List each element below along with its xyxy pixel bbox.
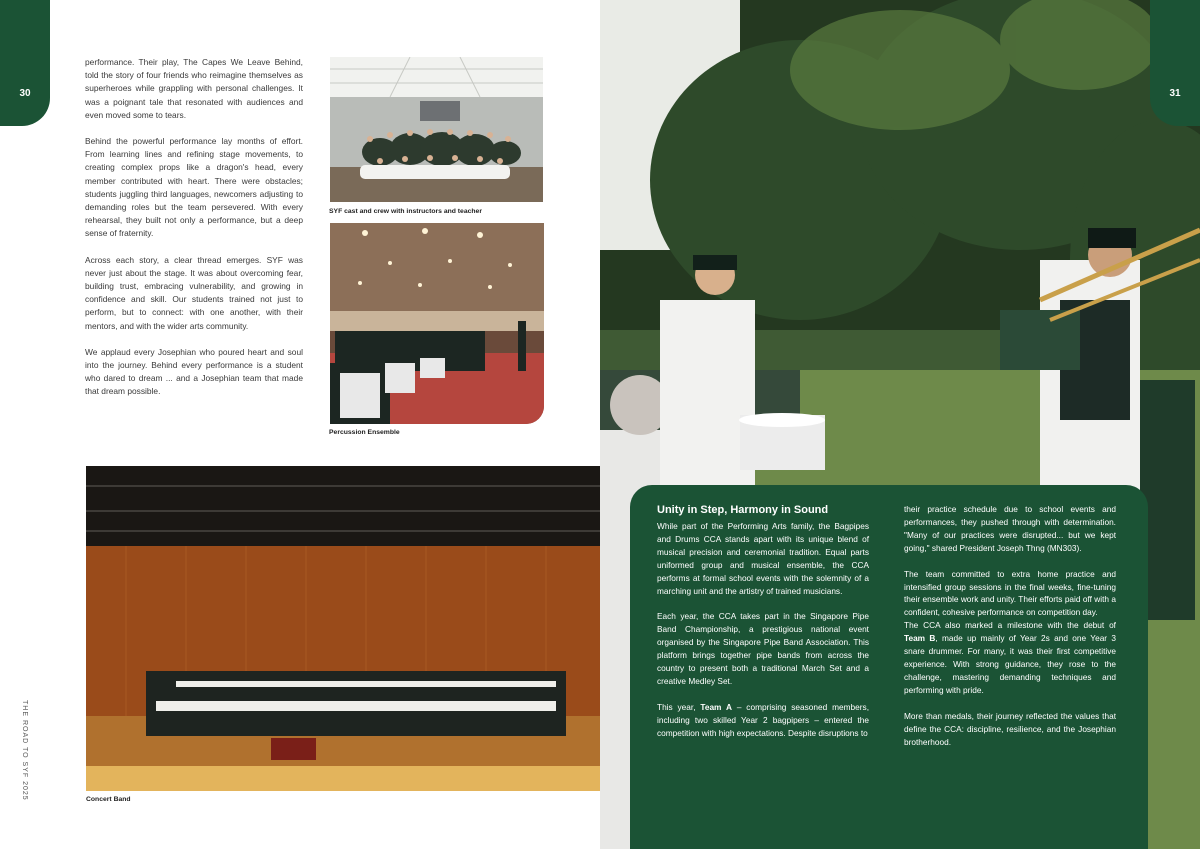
text-run: The CCA also marked a milestone with the debut of [904,620,1116,631]
percussion-ensemble-photo [330,223,544,424]
text-run: – comprising seasoned members, including two skilled Year 2 bagpipers – entered the competition with high expectations. Despite disruptions to [657,701,869,738]
concert-band-photo [86,466,600,791]
paragraph: their practice schedule due to school events and performances, they pushed through with determination. "Many of our practices were disrupted... but we kept going," shared President Joseph Thng (MN303). [904,504,1116,553]
team-b-label: Team B [904,633,936,644]
paragraph: Behind the powerful performance lay months of effort. From learning lines and refining stage movements, to creating complex props like a dragon's head, every member contributed with heart. There were obstacles; students juggling third languages, newcomers adjusting to demanding roles but the team persevered. With every rehearsal, they built not only a performance, but a deep sense of fraternity. [85,136,303,239]
feature-column-1 [657,503,869,753]
paragraph [657,701,869,740]
paragraph: We applaud every Josephian who poured heart and soul into the journey. Behind every performance is a student who dared to dream ... and a Josephian team that made that dream possible. [85,346,303,397]
team-a-label: Team A [700,701,732,712]
page-number-tab-right [1150,0,1200,126]
feature-column-2 [904,503,1116,761]
page-number-left: 30 [19,88,31,99]
text-run: This year, [657,701,701,712]
paragraph: The team committed to extra home practice and intensified group sessions in the final weeks, fine-tuning their ensemble work and unity. Their efforts paid off with a confident, cohesive performance on competition day. [904,568,1116,618]
page-number-tab-left [0,0,50,126]
paragraph: While part of the Performing Arts family, the Bagpipes and Drums CCA stands apart with its unique blend of musical precision and ceremonial tradition. Equal parts uniformed group and musical ensemble, the CCA performs at formal school events with the solemnity of a marching unit and the artistry of trained musicians. [657,521,869,596]
syf-cast-photo [330,57,543,202]
paragraph: performance. Their play, The Capes We Leave Behind, told the story of four friends who reimagine themselves as superheroes while grappling with personal challenges. It was a poignant tale that resonated with audiences and even moved some to tears. [85,57,303,120]
feature-heading: Unity in Step, Harmony in Sound [657,504,829,516]
page-number-right: 31 [1169,88,1181,99]
paragraph: More than medals, their journey reflected the values that define the CCA: discipline, resilience, and the Josephian brotherhood. [904,710,1116,747]
caption-concert-band: Concert Band [86,796,131,803]
paragraph: Across each story, a clear thread emerges. SYF was never just about the stage. It was about overcoming fear, building trust, embracing vulnerability, and growing in confidence and skill. Our students trained not just to perform, but to connect: with one another, with their mentors, and with the wider arts community. [85,254,303,331]
paragraph: Each year, the CCA takes part in the Singapore Pipe Band Championship, a prestigious national event organised by the Singapore Pipe Band Association. This platform brings together pipe bands from across the country to present both a traditional March Set and a creative Medley Set. [657,611,869,686]
caption-syf-cast: SYF cast and crew with instructors and teacher [329,208,482,215]
text-run: , made up mainly of Year 2s and one Year 3 snare drummer. For many, it was their first competitive experience. With strong guidance, they rose to the challenge, mastering demanding techniques and performing with pride. [904,633,1116,695]
feature-text-box [630,485,1148,849]
running-title: THE ROAD TO SYF 2025 [21,700,28,801]
left-text-column [85,56,303,412]
caption-percussion: Percussion Ensemble [329,429,400,436]
paragraph [904,619,1116,696]
